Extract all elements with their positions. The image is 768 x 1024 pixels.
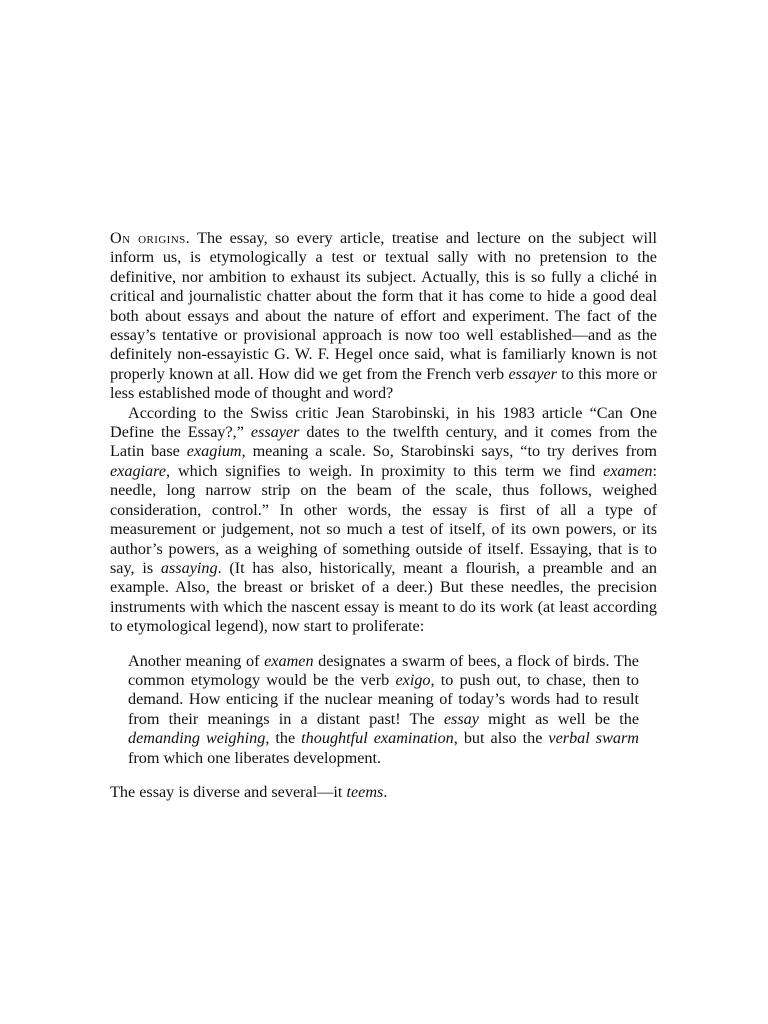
- text-run: : needle, long narrow strip on the beam of the scale, thus follows, weighed consideration, control.” In other words, the essay is first of all a type of measurement or judgement, not so much a test of itself, of its own powers, or its author’s powers, as a weighing of something outside of itself. Essaying, that is to say, is: [110, 461, 657, 577]
- italic-run: exigo: [395, 670, 431, 689]
- text-run: from which one liberates development.: [128, 748, 382, 767]
- text-run: . (It has also, historically, meant a flourish, a preamble and an example. Also, the breast or brisket of a deer.) But these needles, the precision instruments with which the nascent essay is meant to do its work (at least according to etymological legend), now start to proliferate:: [110, 558, 658, 636]
- italic-run: essay: [443, 709, 479, 728]
- text-run: , which signifies to weigh. In proximity to this term we find: [166, 461, 604, 480]
- italic-run: examen: [264, 651, 314, 670]
- text-run: , meaning a scale. So, Starobinski says, “to try derives from: [241, 442, 657, 461]
- paragraph-teems: [110, 783, 657, 802]
- italic-run: assaying: [160, 558, 218, 577]
- text-run: designates a swarm of bees, a flock of birds. The common etymology would be the verb: [128, 651, 639, 689]
- text-run: The essay, so every article, treatise and lecture on the subject will inform us, is etymologically a test or textual sally with no pretension to the definitive, nor ambition to exhaust its subject. Actually, this is so fully a cliché in critical and journalistic chatter about the form that it has come to hide a good deal both about essays and about the nature of effort and experiment. The fact of the essay’s tentative or provisional approach is now too well established—and as the definitely non-essayistic G. W. F. Hegel once said, what is familiarly known is not properly known at all. How did we get from the French verb: [110, 229, 657, 383]
- text-run: to this more or less established mode of thought and word?: [110, 364, 657, 403]
- text-run: The essay is diverse and several—it: [110, 782, 347, 801]
- text-run: , to push out, to chase, then to demand. How enticing if the nuclear meaning of today’s words had to result from their meanings in a distant past! The: [128, 670, 639, 728]
- block-quote: [128, 652, 639, 768]
- text-run: dates to the twelfth century, and it comes from the Latin base: [110, 423, 658, 461]
- text-run: Another meaning of: [128, 651, 265, 670]
- italic-run: essayer: [250, 423, 300, 442]
- text-run: , the: [265, 729, 302, 748]
- text-run: According to the Swiss critic Jean Starobinski, in his 1983 article “Can One Define the Essay?,”: [110, 403, 657, 442]
- italic-run: essayer: [508, 364, 557, 383]
- italic-run: exagiare: [110, 461, 167, 480]
- italic-run: thoughtful examination: [301, 729, 454, 748]
- body-text: [110, 229, 657, 802]
- paragraph-on-origins: [110, 229, 657, 404]
- italic-run: verbal swarm: [548, 729, 639, 748]
- text-run: .: [383, 782, 388, 801]
- text-run: might as well be the: [478, 709, 640, 728]
- italic-run: teems: [346, 782, 384, 801]
- paragraph-starobinski: [110, 404, 657, 637]
- italic-run: exagium: [186, 442, 242, 461]
- text-run: , but also the: [453, 729, 549, 748]
- italic-run: examen: [603, 461, 653, 480]
- italic-run: demanding weighing: [128, 729, 266, 748]
- section-lead-in: On origins.: [110, 229, 191, 247]
